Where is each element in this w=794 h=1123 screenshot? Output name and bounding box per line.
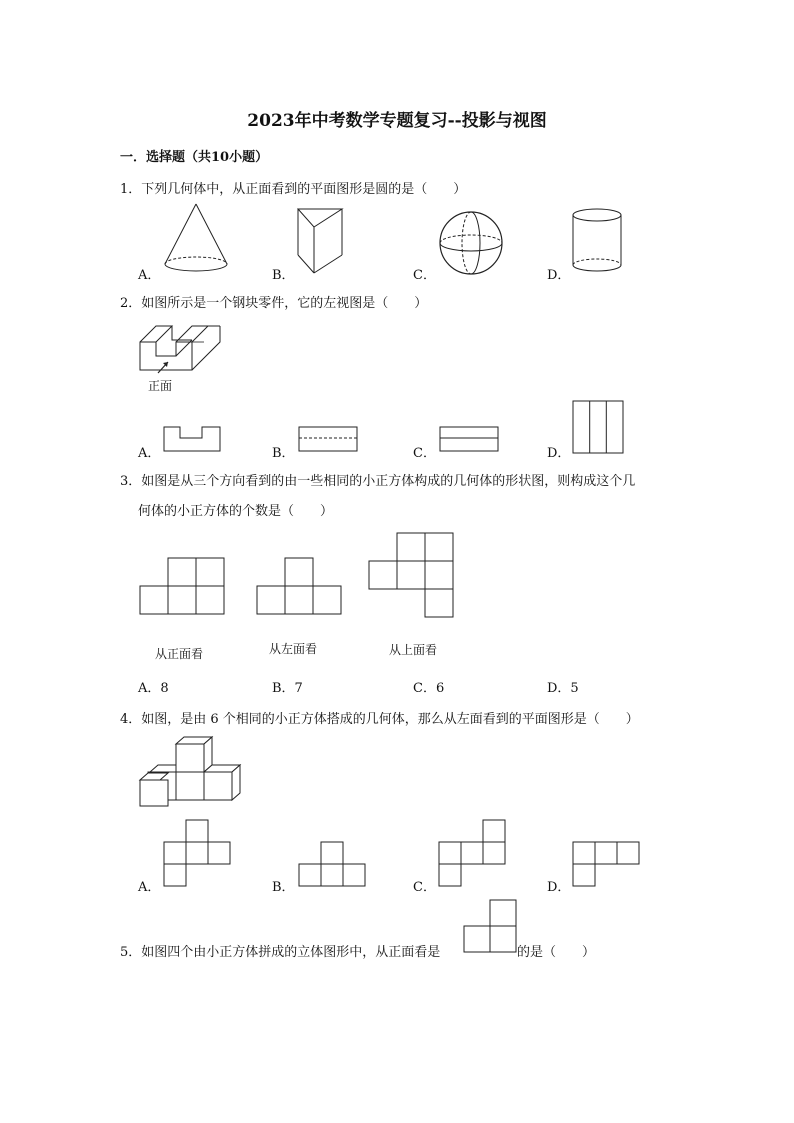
question-3-stem-line1: 3．如图是从三个方向看到的由一些相同的小正方体构成的几何体的形状图，则构成这个几	[120, 474, 636, 489]
left-view-grid	[256, 557, 342, 615]
question-1-option-c: C．	[413, 268, 436, 283]
three-column-view-icon	[572, 400, 624, 454]
left-view-label: 从左面看	[269, 642, 318, 656]
question-2-stem: 2．如图所示是一个钢块零件，它的左视图是（ ）	[120, 296, 428, 311]
cylinder-icon	[570, 207, 624, 275]
steel-part-icon	[138, 320, 222, 374]
page-title: 2023年中考数学专题复习--投影与视图	[247, 111, 547, 131]
front-view-label: 从正面看	[155, 647, 204, 661]
option-a-view-grid	[163, 819, 233, 887]
question-4-option-c: C．	[413, 880, 436, 895]
question-4-option-d: D．	[547, 880, 571, 895]
question-3-option-d: D．5	[547, 681, 579, 696]
question-3-option-a: A．8	[138, 681, 169, 696]
cone-icon	[160, 202, 232, 274]
question-2-option-d: D．	[547, 446, 571, 461]
question-1-option-a: A．	[138, 268, 161, 283]
front-view-grid	[139, 557, 225, 615]
dashed-line-view-icon	[298, 426, 358, 452]
option-b-view-grid	[298, 841, 368, 887]
top-view-label: 从上面看	[389, 643, 438, 657]
question-5-stem-after: 的是（ ）	[517, 945, 596, 960]
question-5-front-view-grid	[463, 899, 517, 953]
question-1-stem: 1．下列几何体中，从正面看到的平面图形是圆的是（ ）	[120, 182, 467, 197]
question-4-stem: 4．如图，是由 6 个相同的小正方体搭成的几何体，那么从左面看到的平面图形是（ ）	[120, 712, 639, 727]
question-1-option-d: D．	[547, 268, 571, 283]
question-3-stem-line2: 何体的小正方体的个数是（ ）	[138, 504, 334, 519]
sphere-icon	[437, 210, 505, 276]
question-2-option-a: A．	[138, 446, 161, 461]
option-c-view-grid	[438, 819, 508, 887]
question-4-option-b: B．	[272, 880, 295, 895]
question-2-option-c: C．	[413, 446, 436, 461]
u-shape-view-icon	[163, 426, 221, 452]
cube-stack-icon	[138, 736, 242, 808]
question-4-option-a: A．	[138, 880, 161, 895]
question-5-stem-before: 5．如图四个由小正方体拼成的立体图形中，从正面看是	[120, 945, 441, 960]
front-label: 正面	[148, 379, 173, 393]
top-view-grid	[368, 532, 454, 620]
question-3-option-c: C．6	[413, 681, 445, 696]
option-d-view-grid	[572, 841, 642, 887]
solid-line-view-icon	[439, 426, 499, 452]
question-1-option-b: B．	[272, 268, 295, 283]
section-heading: 一．选择题（共10小题）	[120, 150, 269, 165]
triangular-prism-icon	[296, 207, 346, 275]
question-3-option-b: B．7	[272, 681, 303, 696]
question-2-option-b: B．	[272, 446, 295, 461]
